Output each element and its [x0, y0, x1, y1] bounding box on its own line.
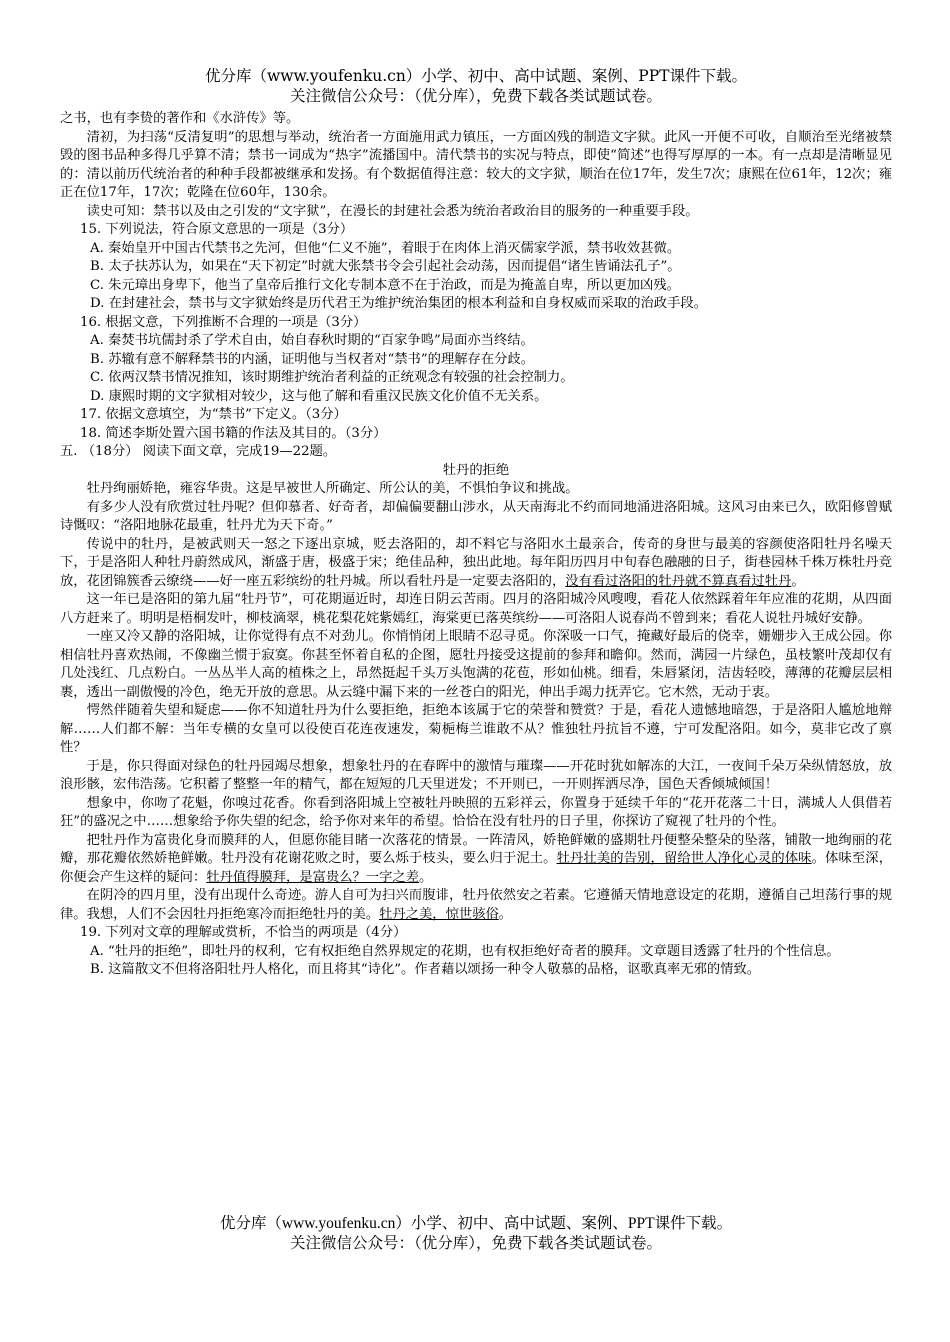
question-15-stem: 15. 下列说法，符合原文意思的一项是（3分）: [80, 222, 354, 237]
passage-paragraph: 读史可知：禁书以及由之引发的“文字狱”，在漫长的封建社会悉为统治者政治目的服务的一种重要手段。: [86, 203, 699, 219]
header-line-1: 优分库（www.youfenku.cn）小学、初中、高中试题、案例、PPT课件下载。: [204, 67, 748, 85]
essay-title: 牡丹的拒绝: [442, 462, 510, 478]
essay-paragraph: [60, 887, 892, 924]
passage-paragraph: 之书，也有李贽的著作和《水浒传》等。: [60, 111, 300, 126]
essay-paragraph: [60, 832, 892, 888]
footer-line-1: 优分库（www.youfenku.cn）小学、初中、高中试题、案例、PPT课件下载。: [219, 1215, 733, 1232]
passage-paragraph: 清初，为扫荡“反清复明”的思想与举动，统治者一方面施用武力镇压，一方面凶残的制造文字狱。此风一开便不可收，自顺治至光绪被禁毁的图书品种多得几乎算不清；禁书一词成为“热字”流播国中。清代禁书的实况与特点，即使“简述”也得写厚厚的一本。有一点却是清晰显见的：清以前历代统治者的种种手段都被继承和发扬。有个数据值得注意：较大的文字狱，顺治在位17年，发生7次；康熙在位61年，12次；雍正在位17年，17次；乾隆在位60年，130余。: [60, 129, 892, 200]
essay-paragraph: 这一年已是洛阳的第九届“牡丹节”，可花期逼近时，却连日阴云苦雨。四月的洛阳城冷风嗖嗖，看花人依然踩着年年应准的花期，从四面八方赶来了。明明是梧桐发叶，柳枝滴翠，桃花梨花姹紫嫣红，海棠更已落英缤纷——可洛阳人说春尚不曾到来；看花人说牡丹城好安静。: [60, 592, 892, 626]
question-18: 18. 简述李斯处置六国书籍的作法及其目的。（3分）: [80, 425, 387, 441]
essay-paragraph: 有多少人没有欣赏过牡丹呢？但仰慕者、好奇者，却偏偏要翻山涉水，从天南海北不约而同地涌进洛阳城。这风习由来已久，欧阳修曾赋诗慨叹：“洛阳地脉花最重，牡丹尤为天下奇。”: [60, 499, 892, 533]
essay-paragraph: 想象中，你吻了花魁，你嗅过花香。你看到洛阳城上空被牡丹映照的五彩祥云，你置身于延续千年的“花开花落二十日，满城人人俱借若狂”的盛况之中……想象给予你失望的纪念，给予你对来年的希望。恰恰在没有牡丹的日子里，你探访了窥视了牡丹的个性。: [60, 795, 892, 829]
essay-paragraph: 一座又冷又静的洛阳城，让你觉得有点不对劲儿。你悄悄闭上眼睛不忍寻觅。你深吸一口气，掩藏好最后的侥幸，姗姗步入王成公园。你相信牡丹喜欢热闹，不像幽兰惯于寂寞。你甚至怀着自私的企图，愿牡丹接受这提前的参拜和瞻仰。然而，满园一片绿色，虽枝繁叶茂却仅有几处浅红、几点粉白。一丛丛半人高的植株之上，昂然挺起千头万头饱满的花苞，形如仙桃。细看，朱唇紧闭，洁齿轻咬，薄薄的花瓣层层相裹，透出一副傲慢的冷色，绝无开放的意思。从云缝中漏下来的一丝苍白的阳光，伸出手竭力抚弄它。它木然，无动于衷。: [60, 629, 892, 700]
question-19-stem: 19. 下列对文章的理解或赏析，不恰当的两项是（4分）: [80, 925, 407, 940]
essay-text: 传说中的牡丹，是被武则天一怒之下逐出京城，贬去洛阳的，却不料它与洛阳水土最亲合，传奇的身世与最美的容颜使洛阳牡丹名噪天下，于是洛阳人种牡丹蔚然成风，渐盛于唐，极盛于宋；绝佳品种，独出此地。每年阳历四月中旬春色融融的日子，街巷园林千株万株牡丹竞放，花团锦簇香云缭绕——好一座五彩缤纷的牡丹城。所以看牡丹是一定要去洛阳的，: [60, 536, 892, 589]
underlined-sentence: 牡丹值得膜拜，是富贵么？一字之差: [206, 869, 420, 885]
question-19-option-a: A. “牡丹的拒绝”，即牡丹的权利，它有权拒绝自然界规定的花期，也有权拒绝好奇者的膜拜。文章题目透露了牡丹的个性信息。: [90, 943, 840, 959]
essay-text: 在阴冷的四月里，没有出现什么奇迹。游人自可为扫兴而腹诽，牡丹依然安之若素。它遵循天情地意设定的花期，遵循自己坦荡行事的规律。我想，人们不会因牡丹拒绝寒冷而拒绝牡丹的美。: [60, 888, 892, 922]
essay-paragraph: 愕然伴随着失望和疑虑——你不知道牡丹为什么要拒绝，拒绝本该属于它的荣誉和赞赏？于是，看花人遗憾地暗怨，于是洛阳人尴尬地辩解……人们都不解：当年专横的女皇可以役使百花连夜速发，菊梔梅兰谁敢不从？惟独牡丹抗旨不遵，宁可发配洛阳。如今，莫非它改了禀性？: [60, 703, 892, 755]
footer-line-2: 关注微信公众号：（优分库），免费下载各类试题试卷。: [289, 1235, 662, 1252]
essay-text: 。: [498, 906, 513, 922]
header-line-2: 关注微信公众号：（优分库），免费下载各类试题试卷。: [289, 87, 662, 105]
document-page: [60, 66, 892, 980]
essay-text: 。: [419, 869, 433, 885]
question-16-stem: 16. 根据文意，下列推断不合理的一项是（3分）: [80, 314, 367, 330]
question-15-option-a: A. 秦始皇开中国古代禁书之先河，但他“仁义不施”，着眼于在肉体上消灭儒家学派，禁书收效甚微。: [90, 240, 681, 256]
question-19-option-b: B. 这篇散文不但将洛阳牡丹人格化，而且将其“诗化”。作者藉以颂扬一种令人敬慕的品格，讴歌真率无邪的情致。: [90, 962, 761, 977]
question-15-option-b: B. 太子扶苏认为，如果在“天下初定”时就大张禁书令会引起社会动荡，因而提倡“诸生皆诵法孔子”。: [90, 259, 681, 274]
question-16-option-d: D. 康熙时期的文字狱相对较少，这与他了解和看重汉民族文化价值不无关系。: [90, 388, 548, 404]
question-16-option-a: A. 秦焚书坑儒封杀了学术自由，始自春秋时期的“百家争鸣”局面亦当终结。: [90, 333, 534, 348]
essay-paragraph: 牡丹绚丽娇艳，雍容华贵。这是早被世人所确定、所公认的美，不惧怕争议和挑战。: [86, 481, 579, 496]
question-16-option-b: B. 苏辙有意不解释禁书的内涵，证明他与当权者对“禁书”的理解存在分歧。: [90, 351, 535, 367]
essay-paragraph: [60, 536, 892, 592]
underlined-sentence: 牡丹壮美的告别，留给世人净化心灵的体味: [556, 851, 812, 866]
section-5-heading: 五. （18分） 阅读下面文章，完成19—22题。: [60, 444, 337, 459]
question-17: 17. 依据文意填空，为“禁书”下定义。（3分）: [80, 407, 347, 422]
page-header: [60, 66, 892, 106]
underlined-sentence: 没有看过洛阳的牡丹就不算真看过牡丹: [565, 573, 792, 589]
essay-text: 把牡丹作为富贵化身而膜拜的人，但愿你能目睹一次落花的情景。一阵清风，娇艳鲜嫩的盛期牡丹便整朵整朵的坠落，铺散一地绚丽的花瓣，那花瓣依然娇艳鲜嫩。牡丹没有花谢花败之时，要么烁于枝头，要么归于泥土。: [60, 832, 892, 866]
essay-text: 。: [791, 573, 805, 589]
page-footer: [60, 1214, 892, 1254]
question-15-option-c: C. 朱元璋出身卑下，他当了皇帝后推行文化专制本意不在于治政，而是为掩盖自卑，所以更加凶残。: [90, 277, 680, 293]
question-16-option-c: C. 依两汉禁书情况推知，该时期维护统治者利益的正统观念有较强的社会控制力。: [90, 370, 574, 385]
question-15-option-d: D. 在封建社会，禁书与文字狱始终是历代君王为维护统治集团的根本利益和自身权威而采取的治政手段。: [90, 296, 707, 311]
essay-paragraph: 于是，你只得面对绿色的牡丹园竭尽想象，想象牡丹的在春晖中的激情与璀璨——开花时犹如解冻的大江，一夜间千朵万朵纵情怒放，放浪形骸，宏伟浩荡。它积蓄了整整一年的精气，都在短短的几天里迸发；不开则已，一开则挥洒尽净，国色天香倾城倾国！: [60, 758, 892, 792]
underlined-sentence: 牡丹之美，惊世骇俗: [379, 906, 499, 922]
essay-text: 。体味至深，你便会产生这样的疑问：: [60, 851, 893, 885]
